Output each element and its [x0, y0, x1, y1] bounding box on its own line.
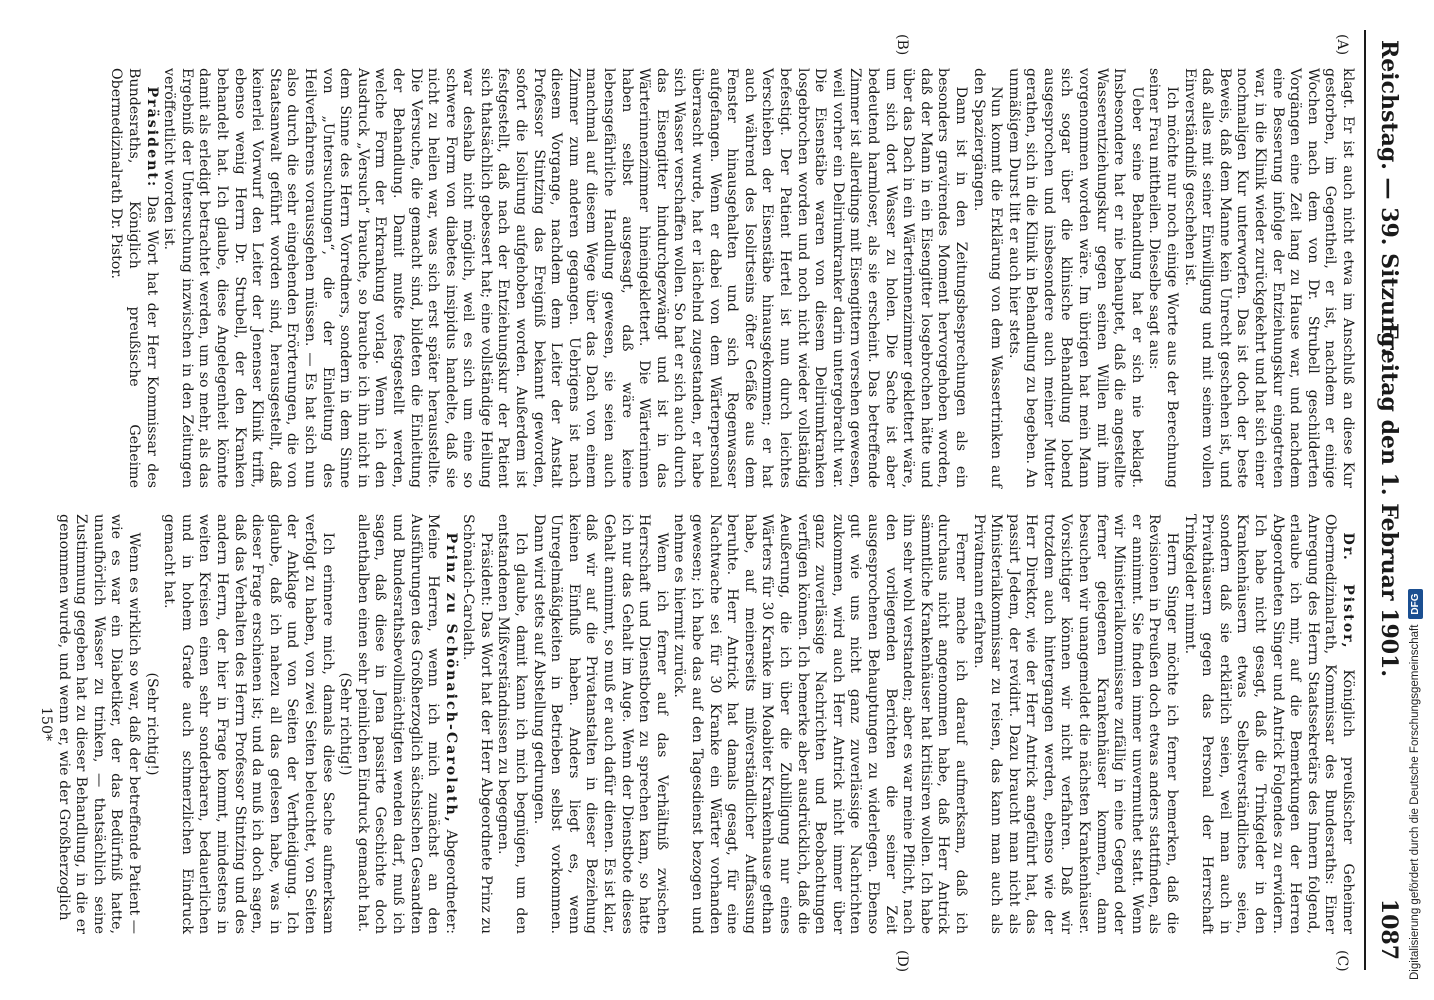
speech-text: Abgeordneter: Meine Herren, wenn ich mich zunächst an den Ausführungen des Großherzoglich sächsischen Gesandten und Bundesrathsbevollmächtigten wenden darf, muß ich sagen, daß diese in Jena passirte Geschichte doch allenthalben einen sehr peinlichen Eindruck gemacht hat. — [354, 514, 459, 934]
paragraph: Ich möchte nur noch einige Worte aus der Berechnung seiner Frau mittheilen. Dieselbe sagt aus: — [1146, 68, 1181, 488]
paragraph: Nun kommt die Erklärung von dem Wassertrinken auf den Spaziergängen. — [970, 68, 1005, 488]
paragraph: Wenn es wirklich so war, daß der betreffende Patient — wie es war ein Diabetiker, der das Bedürfniß hatte, unaufhörlich Wasser zu trinken, — thatsächlich seine Zustimmung gegeben hat zu dieser Behandlung, in die er genommen wurde, und wenn er, wie der Großherzoglich — [55, 514, 143, 934]
president-remark: Präsident: Das Wort hat der Herr Abgeordnete Prinz zu Schönaich-Carolath. — [460, 514, 494, 934]
remark-text: Das Wort hat der Herr Kommissar des Bundesraths, Königlich preußische Geheime Obermedizinalrath Dr. Pistor. — [108, 68, 160, 488]
speaker-name: Dr. Pistor, — [1340, 532, 1356, 650]
dfg-logo: DFG — [1408, 589, 1423, 618]
signature-mark: 150* — [38, 706, 55, 742]
speech-carolath — [353, 514, 459, 934]
paragraph: Ich erinnere mich, damals diese Sache aufmerksam verfolgt zu haben, von zwei Seiten beleuchtet, von Seiten der Anklage und von Seiten der Vertheidigung. Ich glaube, daß ich nahezu all das gelesen habe, was in dieser Frage erschienen ist; und da muß ich doch sagen, daß das Verhalten des Herrn Professor Stintzing und des andern Herrn, der hier in Frage kommt, mindestens in weiten Kreisen einen sehr sonderbaren, bedauerlichen und in hohem Grade auch schmerzlichen Eindruck gemacht hat. — [161, 514, 336, 934]
paragraph: Ich glaube, damit kann ich mich begnügen, um den entstandenen Mißverständnissen zu begegnen. — [495, 514, 530, 934]
digitization-note — [1404, 0, 1426, 980]
newspaper-page — [38, 30, 1410, 973]
speech-text: Einer Anregung des Herrn Staatssekretärs des Innern folgend, erlaube ich mir, auf die Bemerkungen der Herren Abgeordneten Singer und Antrick Folgendes zu erwidern. Ich habe nicht gesagt, daß die Trinkgelder in den Krankenhäusern etwas Selbstverständliches seien, sondern daß sie erklärlich seien, weil man auch in Privathäusern gegen das Personal der Herrschaft Trinkgelder nimmt. — [1181, 514, 1339, 934]
page-number: 1087 — [1376, 898, 1402, 960]
quoted-statement: Ueber seine Behandlung hat er sich nie beklagt. Insbesondere hat er nie behauptet, daß die angestellte Wasserentziehungskur gegen seinen Willen mit ihm vorgenommen worden wäre. Im übrigen hat mein Mann sich sogar über die klinische Behandlung lobend ausgesprochen und insbesondere auch meiner Mutter gerathen, sich in die Klinik in Behandlung zu begeben. An unmäßigem Durst litt er auch hier stets. — [1005, 68, 1145, 488]
paragraph: Wenn ich ferner auf das Verhältniß zwischen Herrschaft und Dienstboten zu sprechen kam, so hatte ich nur das Gehalt im Auge. Wenn der Dienstbote dieses Gehalt annimmt, so muß er auch dafür dienen. Es ist klar, daß wir auf die Privatanstalten in dieser Beziehung keinen Einfluß haben. Anders liegt es, wenn Unregelmäßigkeiten in Betrieben selbst vorkommen. Dann wird stets auf Abstellung gedrungen. — [530, 514, 670, 934]
paragraph: Herrn Singer möchte ich ferner bemerken, daß die Revisionen in Preußen doch etwas anders stattfinden, als er annimmt. Sie finden immer unvermuthet statt. Wenn wir Ministerialkommissare zufällig in eine Gegend oder ferner gelegenen Krankenhäuser kommen, dann besuchen wir unangemeldet die nächsten Krankenhäuser. Vorsichtiger können wir nicht verfahren. Daß wir trotzdem auch hintergangen werden, ebenso wie der Herr Direktor, wie der Herr Antrick angeführt hat, das passirt Jedem, der revidirt. Dazu braucht man nicht als Ministerialkommissar zu reisen, das kann man auch als Privatmann erfahren. — [970, 514, 1181, 934]
digitization-text: Digitalisierung gefördert durch die Deutsche Forschungsgemeinschaft — [1409, 624, 1421, 980]
margin-mark-c: (C) — [1334, 950, 1350, 972]
running-head: Reichstag. — 39. Sitzung. — [1376, 40, 1402, 356]
interjection: (Sehr richtig!) — [337, 672, 354, 776]
session-date: Freitag den 1. Februar 1901. — [1376, 322, 1402, 678]
speaker-name: Prinz zu Schönaich-Carolath, — [442, 532, 459, 824]
margin-mark-a: (A) — [1334, 34, 1350, 56]
speaker-role: Königlich preußischer Geheimer Obermedizinalrath, Kommissar des Bundesraths: — [1322, 514, 1356, 934]
paragraph: klagt. Er ist auch nicht etwa im Anschluß an diese Kur gestorben, im Gegentheil, er ist, nachdem er einige Wochen nach dem von Dr. Strubell geschilderten Vorgängen eine Zeit lang zu Hause war, und nachdem eine Besserung infolge der Entziehungskur eingetreten war, in die Klinik wieder zurückgekehrt und hat sich einer nochmaligen Kur unterworfen. Das ist doch der beste Beweis, daß dem Manne kein Unrecht geschehen ist, und daß alles mit seiner Einwilligung und mit seinem vollen Einverständniß geschehen ist. — [1181, 68, 1356, 488]
interjection: (Sehr richtig!) — [143, 672, 160, 776]
president-remark — [107, 68, 160, 488]
speaker-name: Präsident: — [143, 86, 160, 189]
right-column — [38, 514, 1356, 934]
left-column — [55, 68, 1356, 488]
speech-pistor — [1180, 514, 1356, 934]
margin-mark-d: (D) — [894, 950, 910, 973]
paragraph: Dann ist in den Zeitungsbesprechungen als ein besonders gravirendes Moment hervorgehoben worden, daß der Mann in ein Eisengitter losgebrochen hätte und über das Dach in ein Wärterinnenzimmer geklettert wäre, um sich dort Wasser zu holen. Die Sache ist aber bedeutend harmloser, als sie erscheint. Das betreffende Zimmer ist allerdings mit Eisengittern versehen gewesen, weil vorher ein Deliriumkranker darin untergebracht war. Die Eisenstäbe waren von diesem Deliriumkranken losgebrochen worden und noch nicht wieder vollständig befestigt. Der Patient Hertel ist nun durch leichtes Verschieben der Eisenstäbe hinausgekommen; er hat auch während des Isolirtseins öfter Gefäße aus dem Fenster hinausgehalten und sich Regenwasser aufgefangen. Wenn er dabei von dem Wärterpersonal überrascht wurde, hat er lächelnd zugestanden, er habe sich Wasser verschaffen wollen. So hat er sich auch durch das Eisengitter hindurchgezwängt und ist in das Wärterinnenzimmer hineingeklettert. Die Wärterinnen haben selbst ausgesagt, daß wäre keine lebensgefährliche Handlung gewesen, sie seien auch manchmal auf diesem Wege über das Dach von einem Zimmer zum anderen gegangen. Uebrigens ist nach diesem Vorgange, nachdem dem Leiter der Anstalt Professor Stintzing das Ereigniß bekannt geworden, sofort die Isolirung aufgehoben worden. Außerdem ist festgestellt, daß nach der Entziehungskur der Patient sich thatsächlich gebessert hat; eine vollständige Heilung war deshalb nicht möglich, weil es sich um eine so schwere Form von diabetes insipidus handelte, daß sie nicht zu heilen war, was sich erst später herausstellte. Die Versuche, die gemacht sind, bildeten die Einleitung der Behandlung. Damit mußte festgestellt werden, welche Form der Erkrankung vorlag. Wenn ich den Ausdruck „Versuch“ brauche, so brauche ich ihn nicht in dem Sinne des Herrn Vorredners, sondern in dem Sinne von „Untersuchungen“, die der Einleitung des Heilverfahrens voraussgehen müssen. — Es hat sich nun also durch die sehr eingehenden Erörterungen, die von Staatsanwalt geführt worden sind, herausgestellt, daß keinerlei Vorwurf den Leiter der Jenenser Klinik trifft, ebenso wenig Herrn Dr. Strubell, der den Kranken behandelt hat. Ich glaube, diese Angelegenheit könnte damit als erledigt betrachtet werden, um so mehr, als das Ergebniß der Untersuchung inzwischen in den Zeitungen veröffentlicht worden ist. — [161, 68, 969, 488]
margin-mark-b: (B) — [894, 34, 910, 56]
paragraph: Ferner mache ich darauf aufmerksam, daß ich durchaus nicht angenommen habe, daß Herr Antrick sämmtliche Krankenhäuser hat kritisiren wollen. Ich habe ihn sehr wohl verstanden; aber es war meine Pflicht, nach den vorliegenden Berichten die seiner Zeit ausgesprochenen Behauptungen zu widerlegen. Ebenso gut wie uns nicht ganz zuverlässige Nachrichten zukommen, wird auch Herr Antrick nicht immer über ganz zuverlässige Nachrichten und Beobachtungen verfügen können. Ich bemerke aber ausdrücklich, daß die Aeußerung, die ich über die Zubilligung nur eines Wärters für 30 Kranke im Moabiter Krankenhause gethan habe, auf meinerseits mißverständlicher Auffassung beruhte. Herr Antrick hat damals gesagt, für eine Nachtwache sei für 30 Kranke ein Wärter vorhanden gewesen; ich habe das auf den Tagesdienst bezogen und nehme es hiermit zurück. — [671, 514, 969, 934]
